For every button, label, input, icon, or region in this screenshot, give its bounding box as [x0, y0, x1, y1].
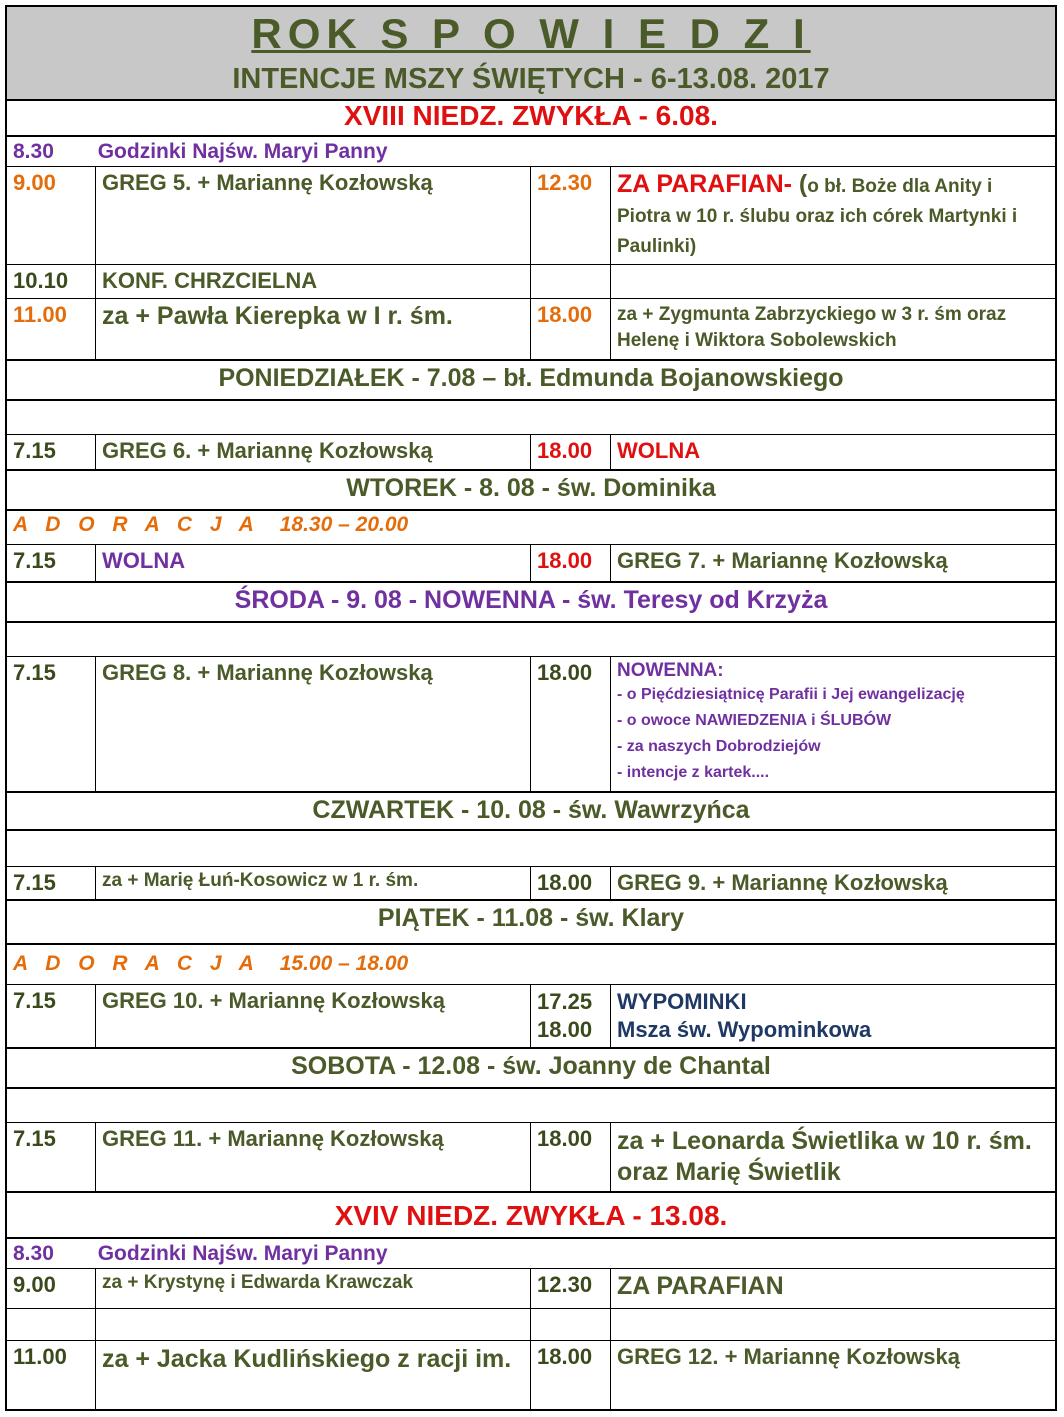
table-row — [7, 265, 1055, 299]
empty-cell — [530, 1309, 610, 1340]
hours-row — [7, 137, 1055, 167]
intention-main: ZA PARAFIAN- — [617, 170, 799, 198]
mass-time: 18.00 — [530, 299, 610, 359]
spacer-row — [7, 831, 1055, 867]
intention-line: Msza św. Wypominkowa — [617, 1017, 872, 1042]
hours-row — [7, 1239, 1055, 1269]
empty-cell — [530, 265, 610, 298]
mass-intention: GREG 7. + Mariannę Kozłowską — [610, 545, 1055, 581]
mass-time: 11.00 — [13, 302, 67, 327]
mass-intention — [610, 167, 1055, 264]
adoration-row — [7, 511, 1055, 545]
page-title: ROK S P O W I E D Z I — [251, 10, 811, 57]
mass-time: 18.00 — [530, 1341, 610, 1411]
hours-time: 8.30 — [13, 140, 54, 163]
mass-time: 18.00 — [530, 545, 610, 581]
mass-time: 7.15 — [13, 548, 56, 573]
mass-time: 7.15 — [13, 870, 56, 895]
friday-heading: PIĄTEK - 11.08 - św. Klary — [7, 901, 1055, 945]
adoration-time: 15.00 – 18.00 — [279, 952, 409, 975]
intention-paren: ( — [798, 170, 808, 198]
mass-intention: WOLNA — [95, 545, 530, 581]
empty-cell — [7, 1309, 95, 1340]
empty-cell — [610, 1309, 1055, 1340]
hours-time: 8.30 — [13, 1242, 54, 1265]
wednesday-heading: ŚRODA - 9. 08 - NOWENNA - św. Teresy od Krzyża — [7, 583, 1055, 623]
mass-intention: za + Jacka Kudlińskiego z racji im. — [95, 1341, 530, 1411]
intention-line: WYPOMINKI — [617, 989, 747, 1014]
page-subtitle: INTENCJE MSZY ŚWIĘTYCH - 6-13.08. 2017 — [232, 63, 830, 95]
table-row — [7, 657, 1055, 793]
adoration-row — [7, 945, 1055, 985]
mass-time: 18.00 — [530, 1123, 610, 1191]
mass-intention: GREG 8. + Mariannę Kozłowską — [95, 657, 530, 791]
mass-time: 7.15 — [13, 1126, 56, 1151]
mass-time: 9.00 — [13, 1272, 56, 1297]
novena-item: - o owoce NAWIEDZENIA i ŚLUBÓW — [617, 712, 892, 729]
mass-time: 11.00 — [13, 1344, 67, 1369]
adoration-time: 18.30 – 20.00 — [279, 513, 409, 536]
table-row — [7, 167, 1055, 265]
mass-intention: GREG 5. + Mariannę Kozłowską — [95, 167, 530, 264]
sunday-heading: XVIII NIEDZ. ZWYKŁA - 6.08. — [7, 99, 1055, 137]
mass-intention — [610, 985, 1055, 1047]
adoration-label: A D O R A C J A — [13, 952, 260, 975]
mass-time: 17.25 — [537, 989, 593, 1014]
table-row — [7, 867, 1055, 901]
table-row — [7, 545, 1055, 583]
empty-cell — [610, 265, 1055, 298]
mass-time: 18.00 — [530, 657, 610, 791]
mass-intention: za + Marię Łuń-Kosowicz w 1 r. śm. — [95, 867, 530, 899]
sunday-heading: XVIV NIEDZ. ZWYKŁA - 13.08. — [7, 1193, 1055, 1239]
mass-time: 18.00 — [537, 1017, 593, 1042]
mass-time: 7.15 — [13, 438, 56, 463]
mass-time: 7.15 — [13, 988, 56, 1013]
mass-time: 9.00 — [13, 170, 56, 195]
novena-list — [610, 657, 1055, 791]
spacer-row — [7, 623, 1055, 657]
table-row — [7, 435, 1055, 471]
mass-time: 12.30 — [530, 1269, 610, 1308]
hours-text: Godzinki Najśw. Maryi Panny — [97, 1242, 388, 1265]
novena-item: - intencje z kartek.... — [617, 764, 770, 781]
table-row — [7, 1309, 1055, 1341]
mass-intention: za + Leonarda Świetlika w 10 r. śm. oraz Marię Świetlik — [610, 1123, 1055, 1191]
mass-intention: WOLNA — [610, 435, 1055, 469]
mass-intention: GREG 12. + Mariannę Kozłowską — [610, 1341, 1055, 1411]
table-row — [7, 1341, 1055, 1411]
mass-time: 18.00 — [530, 435, 610, 469]
mass-intention: GREG 9. + Mariannę Kozłowską — [610, 867, 1055, 899]
table-row — [7, 1269, 1055, 1309]
mass-intention: ZA PARAFIAN — [610, 1269, 1055, 1308]
thursday-heading: CZWARTEK - 10. 08 - św. Wawrzyńca — [7, 793, 1055, 831]
mass-time: 10.10 — [13, 268, 69, 293]
table-row — [7, 299, 1055, 361]
hours-text: Godzinki Najśw. Maryi Panny — [97, 140, 388, 163]
mass-time: 7.15 — [13, 660, 56, 685]
intention-detail: o bł. Boże dla Anity i Piotra w 10 r. ślubu oraz ich córek Martynki i Paulinki) — [617, 176, 1018, 257]
mass-intention: GREG 6. + Mariannę Kozłowską — [95, 435, 530, 469]
table-row — [7, 985, 1055, 1049]
monday-heading: PONIEDZIAŁEK - 7.08 – bł. Edmunda Bojanowskiego — [7, 361, 1055, 401]
mass-times — [530, 985, 610, 1047]
spacer-row — [7, 401, 1055, 435]
novena-title: NOWENNA: — [617, 660, 724, 681]
mass-time: 12.30 — [530, 167, 610, 264]
mass-intention: za + Pawła Kierepka w I r. śm. — [95, 299, 530, 359]
spacer-row — [7, 1089, 1055, 1123]
title-area — [7, 7, 1055, 101]
mass-intention: GREG 10. + Mariannę Kozłowską — [95, 985, 530, 1047]
mass-intention: za + Zygmunta Zabrzyckiego w 3 r. śm oraz Helenę i Wiktora Sobolewskich — [610, 299, 1055, 359]
mass-intention: za + Krystynę i Edwarda Krawczak — [95, 1269, 530, 1308]
mass-intention: GREG 11. + Mariannę Kozłowską — [95, 1123, 530, 1191]
mass-intentions-sheet — [5, 5, 1057, 1411]
adoration-label: A D O R A C J A — [13, 513, 260, 536]
saturday-heading: SOBOTA - 12.08 - św. Joanny de Chantal — [7, 1049, 1055, 1089]
mass-intention: KONF. CHRZCIELNA — [95, 265, 530, 298]
mass-time: 18.00 — [530, 867, 610, 899]
empty-cell — [95, 1309, 530, 1340]
novena-item: - o Pięćdziesiątnicę Parafii i Jej ewangelizację — [617, 686, 965, 703]
tuesday-heading: WTOREK - 8. 08 - św. Dominika — [7, 471, 1055, 511]
novena-item: - za naszych Dobrodziejów — [617, 738, 821, 755]
table-row — [7, 1123, 1055, 1193]
